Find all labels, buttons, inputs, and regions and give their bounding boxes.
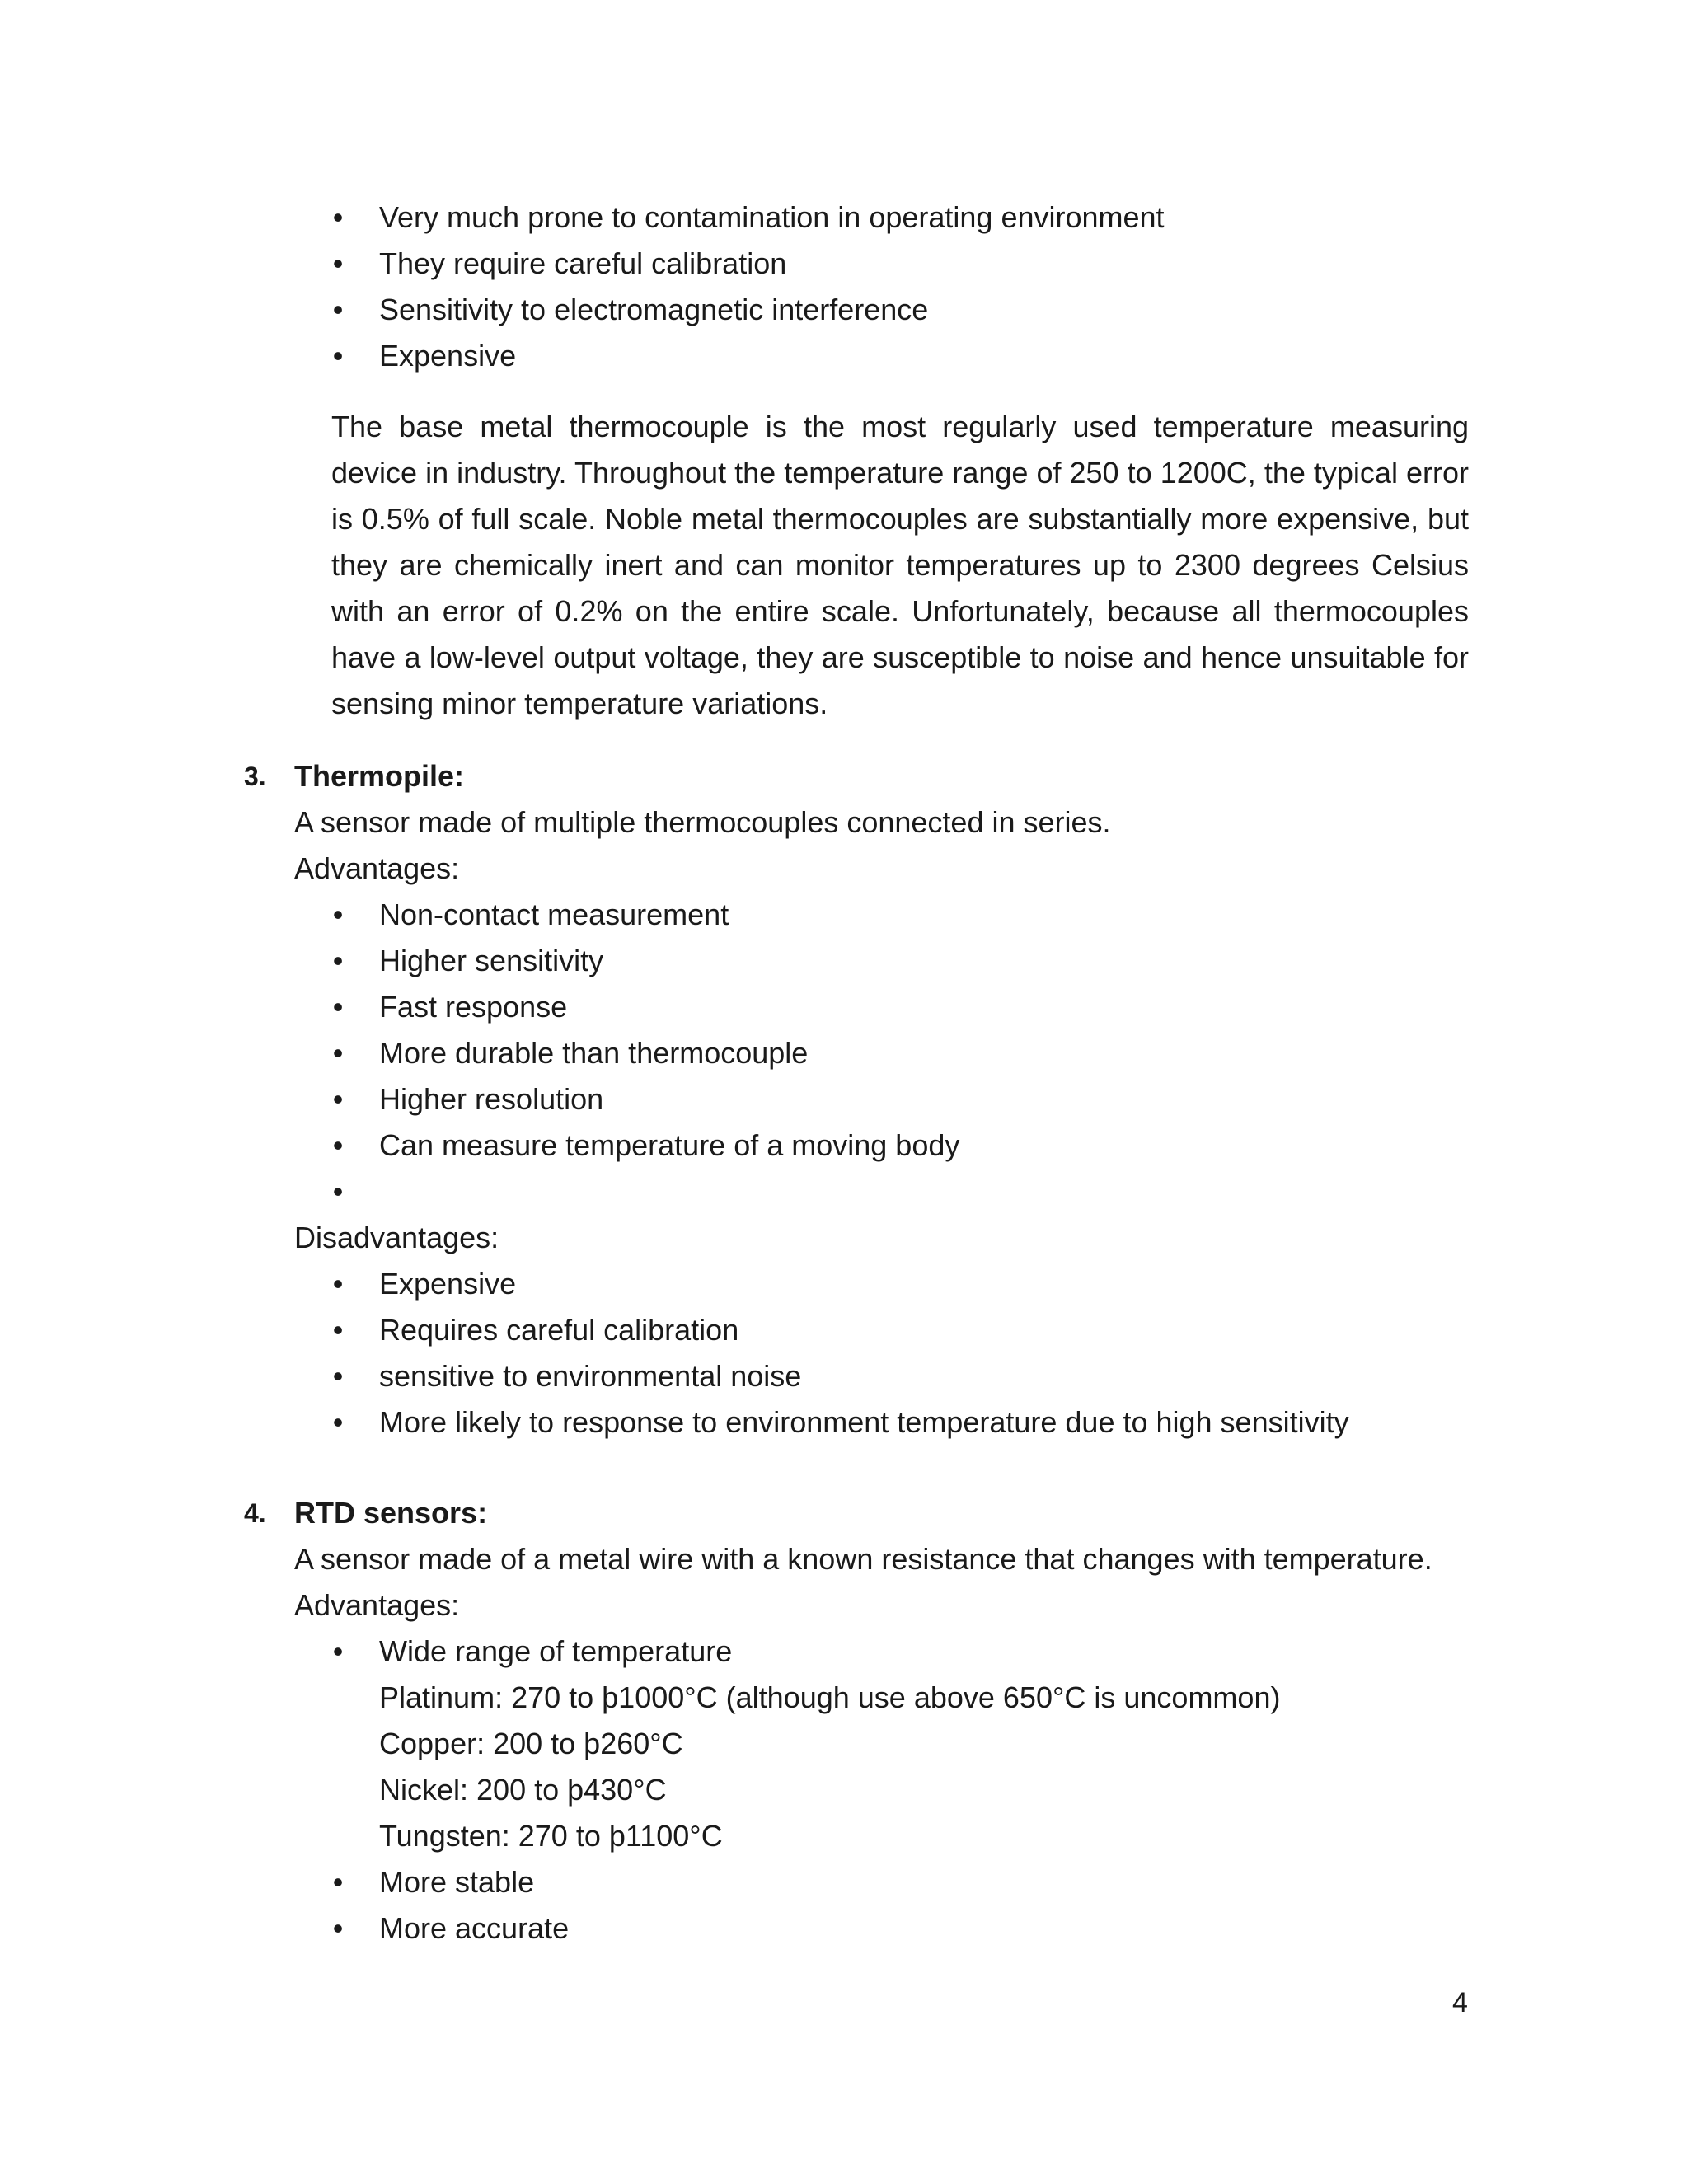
list-item: Expensive: [379, 339, 517, 373]
bullet-marker: •: [332, 1267, 344, 1301]
range-line-copper: Copper: 200 to þ260°C: [379, 1727, 683, 1760]
list-item: They require careful calibration: [379, 246, 787, 280]
bullet-marker: •: [332, 1634, 344, 1668]
list-item: Requires careful calibration: [379, 1313, 739, 1347]
bullet-marker: •: [332, 1313, 344, 1347]
bullet-marker: •: [332, 1128, 344, 1162]
section-number: 3.: [244, 762, 266, 791]
section-title: Thermopile:: [294, 759, 465, 793]
bullet-marker: •: [332, 1911, 344, 1945]
bullet-marker: •: [332, 1405, 344, 1439]
bullet-marker: •: [332, 1174, 344, 1208]
list-item: Wide range of temperature: [379, 1634, 733, 1668]
bullet-marker: •: [332, 246, 344, 280]
range-line-tungsten: Tungsten: 270 to þ1100°C: [379, 1819, 723, 1853]
list-item: Fast response: [379, 990, 568, 1024]
list-item: Very much prone to contamination in operating environment: [379, 200, 1165, 234]
list-item: Non-contact measurement: [379, 898, 729, 931]
bullet-marker: •: [332, 944, 344, 977]
list-item: Sensitivity to electromagnetic interference: [379, 293, 929, 326]
disadvantages-label: Disadvantages:: [294, 1221, 499, 1254]
list-item: More stable: [379, 1865, 535, 1899]
list-item: Higher resolution: [379, 1082, 604, 1116]
list-item: More likely to response to environment temperature due to high sensitivity: [379, 1405, 1349, 1439]
page-number: 4: [1452, 1987, 1468, 2018]
list-item: Can measure temperature of a moving body: [379, 1128, 960, 1162]
section-description: A sensor made of multiple thermocouples connected in series.: [294, 805, 1111, 839]
bullet-marker: •: [332, 1036, 344, 1070]
bullet-marker: •: [332, 200, 344, 234]
range-line-nickel: Nickel: 200 to þ430°C: [379, 1773, 667, 1807]
advantages-label: Advantages:: [294, 851, 460, 885]
section-title: RTD sensors:: [294, 1496, 488, 1530]
list-item: sensitive to environmental noise: [379, 1359, 802, 1393]
body-paragraph: The base metal thermocouple is the most regularly used temperature measuring device in industry. Throughout the temperature range of 250 to 1200C, the typical error is 0.5% of full scale. Noble metal thermocouples are substantially more expensive, but they are chemically inert and can monitor temperatures up to 2300 degrees Celsius with an error of 0.2% on the entire scale. Unfortunately, because all thermocouples have a low-level output voltage, they are susceptible to noise and hence unsuitable for sensing minor temperature variations.: [331, 410, 1469, 720]
range-line-platinum: Platinum: 270 to þ1000°C (although use above 650°C is uncommon): [379, 1680, 1281, 1714]
bullet-marker: •: [332, 1865, 344, 1899]
bullet-marker: •: [332, 1082, 344, 1116]
list-item: Expensive: [379, 1267, 517, 1301]
list-item: More durable than thermocouple: [379, 1036, 809, 1070]
section-description: A sensor made of a metal wire with a known resistance that changes with temperature.: [294, 1542, 1432, 1576]
list-item: Higher sensitivity: [379, 944, 604, 977]
bullet-marker: •: [332, 1359, 344, 1393]
bullet-marker: •: [332, 293, 344, 326]
bullet-marker: •: [332, 898, 344, 931]
list-item: More accurate: [379, 1911, 570, 1945]
bullet-marker: •: [332, 339, 344, 373]
advantages-label: Advantages:: [294, 1588, 460, 1622]
bullet-marker: •: [332, 990, 344, 1024]
section-number: 4.: [244, 1498, 266, 1528]
